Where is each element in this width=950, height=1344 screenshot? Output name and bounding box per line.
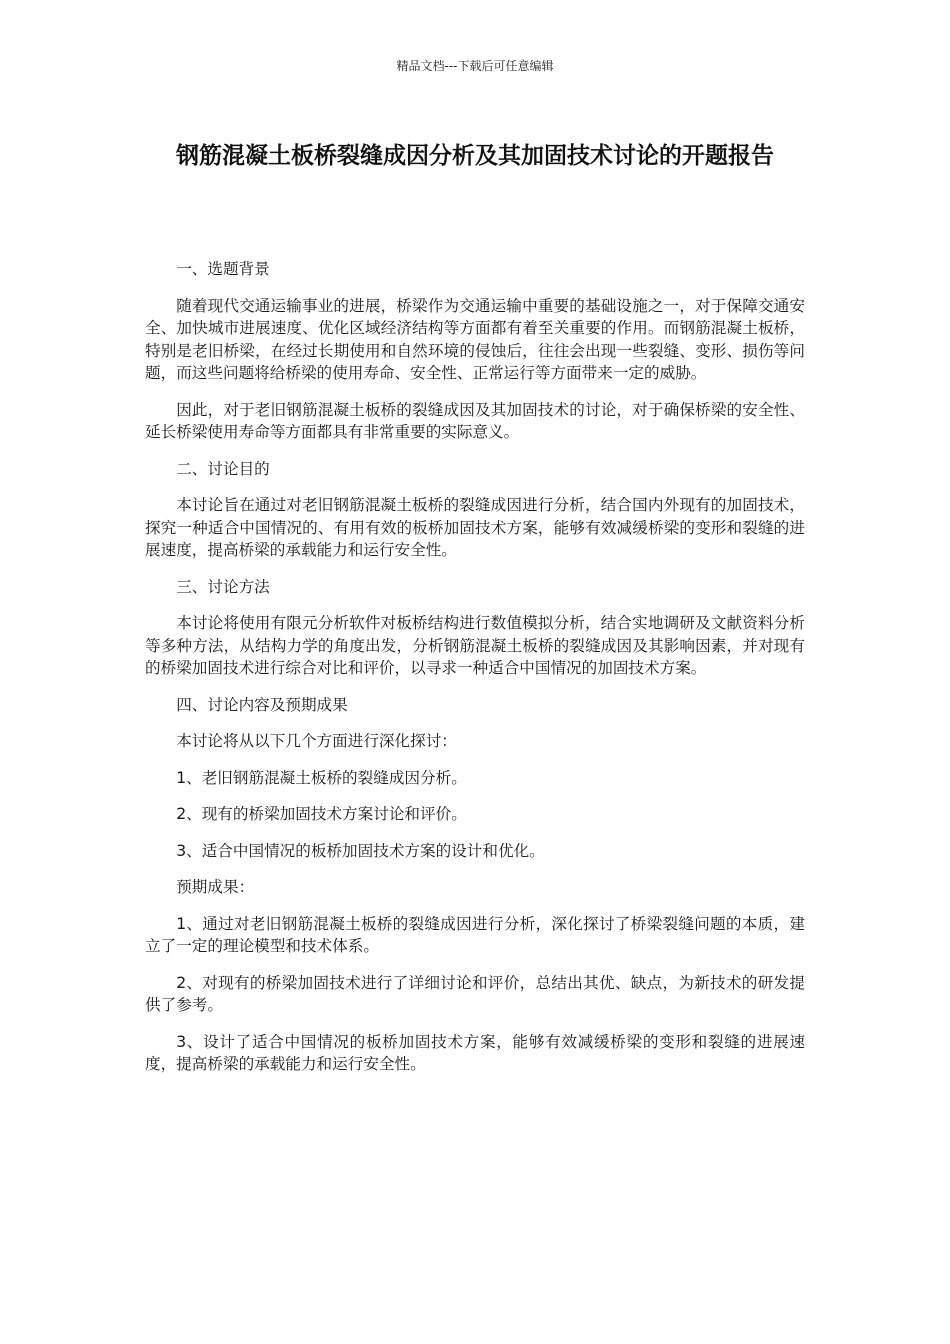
list-item: 1、老旧钢筋混凝土板桥的裂缝成因分析。: [176, 768, 467, 787]
outcome-item: 1、通过对老旧钢筋混凝土板桥的裂缝成因进行分析，深化探讨了桥梁裂缝问题的本质，建立了一定的理论模型和技术体系。: [145, 914, 805, 955]
paragraph: 本讨论旨在通过对老旧钢筋混凝土板桥的裂缝成因进行分析，结合国内外现有的加固技术，探究一种适合中国情况的、有用有效的板桥加固技术方案，能够有效减缓桥梁的变形和裂缝的进展速度，提高桥梁的承载能力和运行安全性。: [145, 496, 805, 559]
paragraph: 因此，对于老旧钢筋混凝土板桥的裂缝成因及其加固技术的讨论，对于确保桥梁的安全性、延长桥梁使用寿命等方面都具有非常重要的实际意义。: [145, 400, 805, 441]
paragraph: 本讨论将从以下几个方面进行深化探讨：: [176, 732, 457, 750]
paragraph: 随着现代交通运输事业的进展，桥梁作为交通运输中重要的基础设施之一，对于保障交通安全、加快城市进展速度、优化区域经济结构等方面都有着至关重要的作用。而钢筋混凝土板桥，特别是老旧桥梁，在经过长期使用和自然环境的侵蚀后，往往会出现一些裂缝、变形、损伤等问题，而这些问题将给桥梁的使用寿命、安全性、正常运行等方面带来一定的威胁。: [145, 296, 805, 382]
section-heading-content: 四、讨论内容及预期成果: [176, 695, 348, 714]
expected-results-label: 预期成果：: [176, 878, 255, 896]
document-body: [145, 258, 805, 1076]
outcome-item: 2、对现有的桥梁加固技术进行了详细讨论和评价，总结出其优、缺点，为新技术的研发提供了参考。: [145, 973, 805, 1014]
outcome-item: 3、设计了适合中国情况的板桥加固技术方案，能够有效减缓桥梁的变形和裂缝的进展速度，提高桥梁的承载能力和运行安全性。: [145, 1032, 805, 1073]
list-item: 2、现有的桥梁加固技术方案讨论和评价。: [176, 805, 467, 823]
section-heading-purpose: 二、讨论目的: [176, 459, 270, 478]
document-title: 钢筋混凝土板桥裂缝成因分析及其加固技术讨论的开题报告: [176, 143, 774, 169]
section-heading-background: 一、选题背景: [176, 260, 270, 278]
list-item: 3、适合中国情况的板桥加固技术方案的设计和优化。: [176, 841, 545, 860]
paragraph: 本讨论将使用有限元分析软件对板桥结构进行数值模拟分析，结合实地调研及文献资料分析等多种方法，从结构力学的角度出发，分析钢筋混凝土板桥的裂缝成因及其影响因素，并对现有的桥梁加固技术进行综合对比和评价，以寻求一种适合中国情况的加固技术方案。: [145, 614, 805, 677]
section-heading-method: 三、讨论方法: [176, 577, 270, 596]
header-note: 精品文档---下载后可任意编辑: [396, 59, 554, 73]
